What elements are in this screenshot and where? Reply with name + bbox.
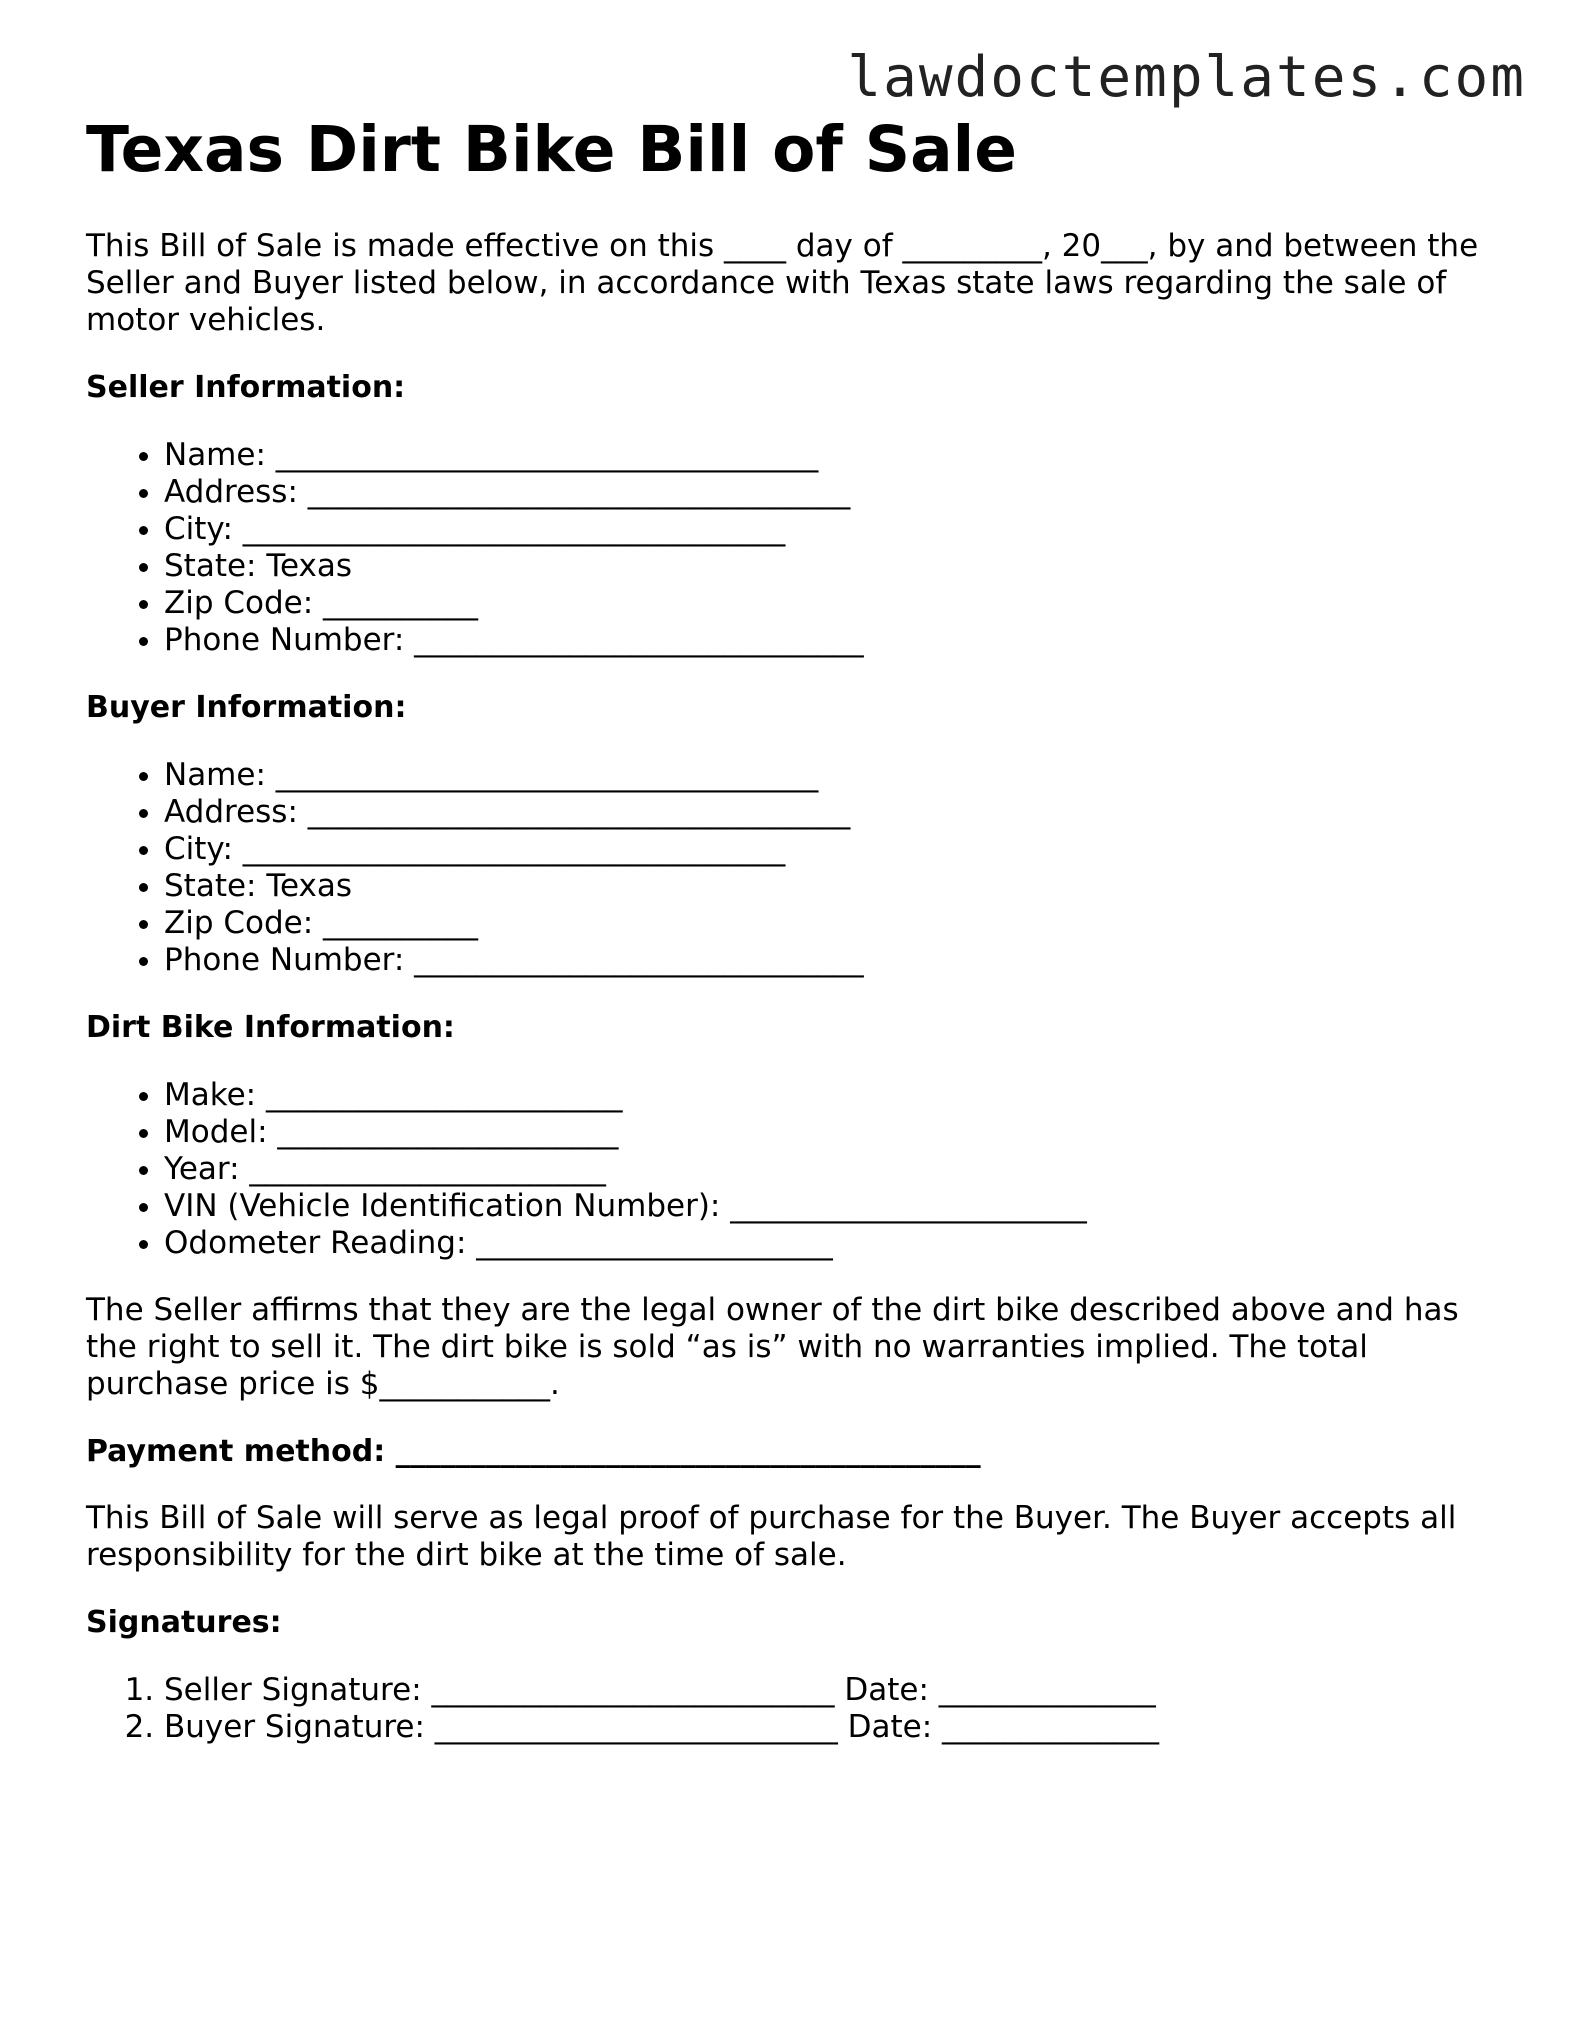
buyer-phone-field: • Phone Number: _____________________________ xyxy=(164,942,1506,979)
page-title: Texas Dirt Bike Bill of Sale xyxy=(86,113,1017,186)
seller-name-field: • Name: ___________________________________ xyxy=(164,437,1506,474)
bike-vin-field: • VIN (Vehicle Identification Number): _______________________ xyxy=(164,1188,1506,1225)
signatures-heading: Signatures: xyxy=(86,1604,282,1640)
signatures-list xyxy=(86,1672,1506,1746)
buyer-zip-field: • Zip Code: __________ xyxy=(164,905,1506,942)
payment-method-field: Payment method: _______________________________________ xyxy=(86,1433,981,1469)
buyer-address-field: • Address: ___________________________________ xyxy=(164,794,1506,831)
buyer-list xyxy=(86,757,1506,979)
seller-list xyxy=(86,437,1506,659)
document-body xyxy=(86,112,1506,1746)
bike-year-field: • Year: _______________________ xyxy=(164,1151,1506,1188)
seller-zip-field: • Zip Code: __________ xyxy=(164,585,1506,622)
buyer-name-field: • Name: ___________________________________ xyxy=(164,757,1506,794)
seller-signature-line: 1. Seller Signature: __________________________ Date: ______________ xyxy=(164,1672,1506,1709)
affirmation-paragraph: The Seller affirms that they are the legal owner of the dirt bike described above and has the right to sell it. The dirt bike is sold “as is” with no warranties implied. The total purchase price is $___________. xyxy=(86,1291,1459,1402)
buyer-city-field: • City: ___________________________________ xyxy=(164,831,1506,868)
seller-state-field: • State: Texas xyxy=(164,548,1506,585)
proof-paragraph: This Bill of Sale will serve as legal proof of purchase for the Buyer. The Buyer accepts all responsibility for the dirt bike at the time of sale. xyxy=(86,1499,1457,1573)
bike-make-field: • Make: _______________________ xyxy=(164,1077,1506,1114)
intro-paragraph: This Bill of Sale is made effective on this ____ day of _________, 20___, by and between the Seller and Buyer listed below, in accordance with Texas state laws regarding the sale of motor vehicles. xyxy=(86,227,1479,338)
buyer-state-field: • State: Texas xyxy=(164,868,1506,905)
buyer-signature-line: 2. Buyer Signature: __________________________ Date: ______________ xyxy=(164,1709,1506,1746)
bike-model-field: • Model: ______________________ xyxy=(164,1114,1506,1151)
bike-list xyxy=(86,1077,1506,1262)
bike-odometer-field: • Odometer Reading: _______________________ xyxy=(164,1225,1506,1262)
watermark-text: lawdoctemplates.com xyxy=(847,45,1526,110)
seller-heading: Seller Information: xyxy=(86,369,406,405)
buyer-heading: Buyer Information: xyxy=(86,689,407,725)
seller-city-field: • City: ___________________________________ xyxy=(164,511,1506,548)
seller-address-field: • Address: ___________________________________ xyxy=(164,474,1506,511)
seller-phone-field: • Phone Number: _____________________________ xyxy=(164,622,1506,659)
bike-heading: Dirt Bike Information: xyxy=(86,1009,455,1045)
